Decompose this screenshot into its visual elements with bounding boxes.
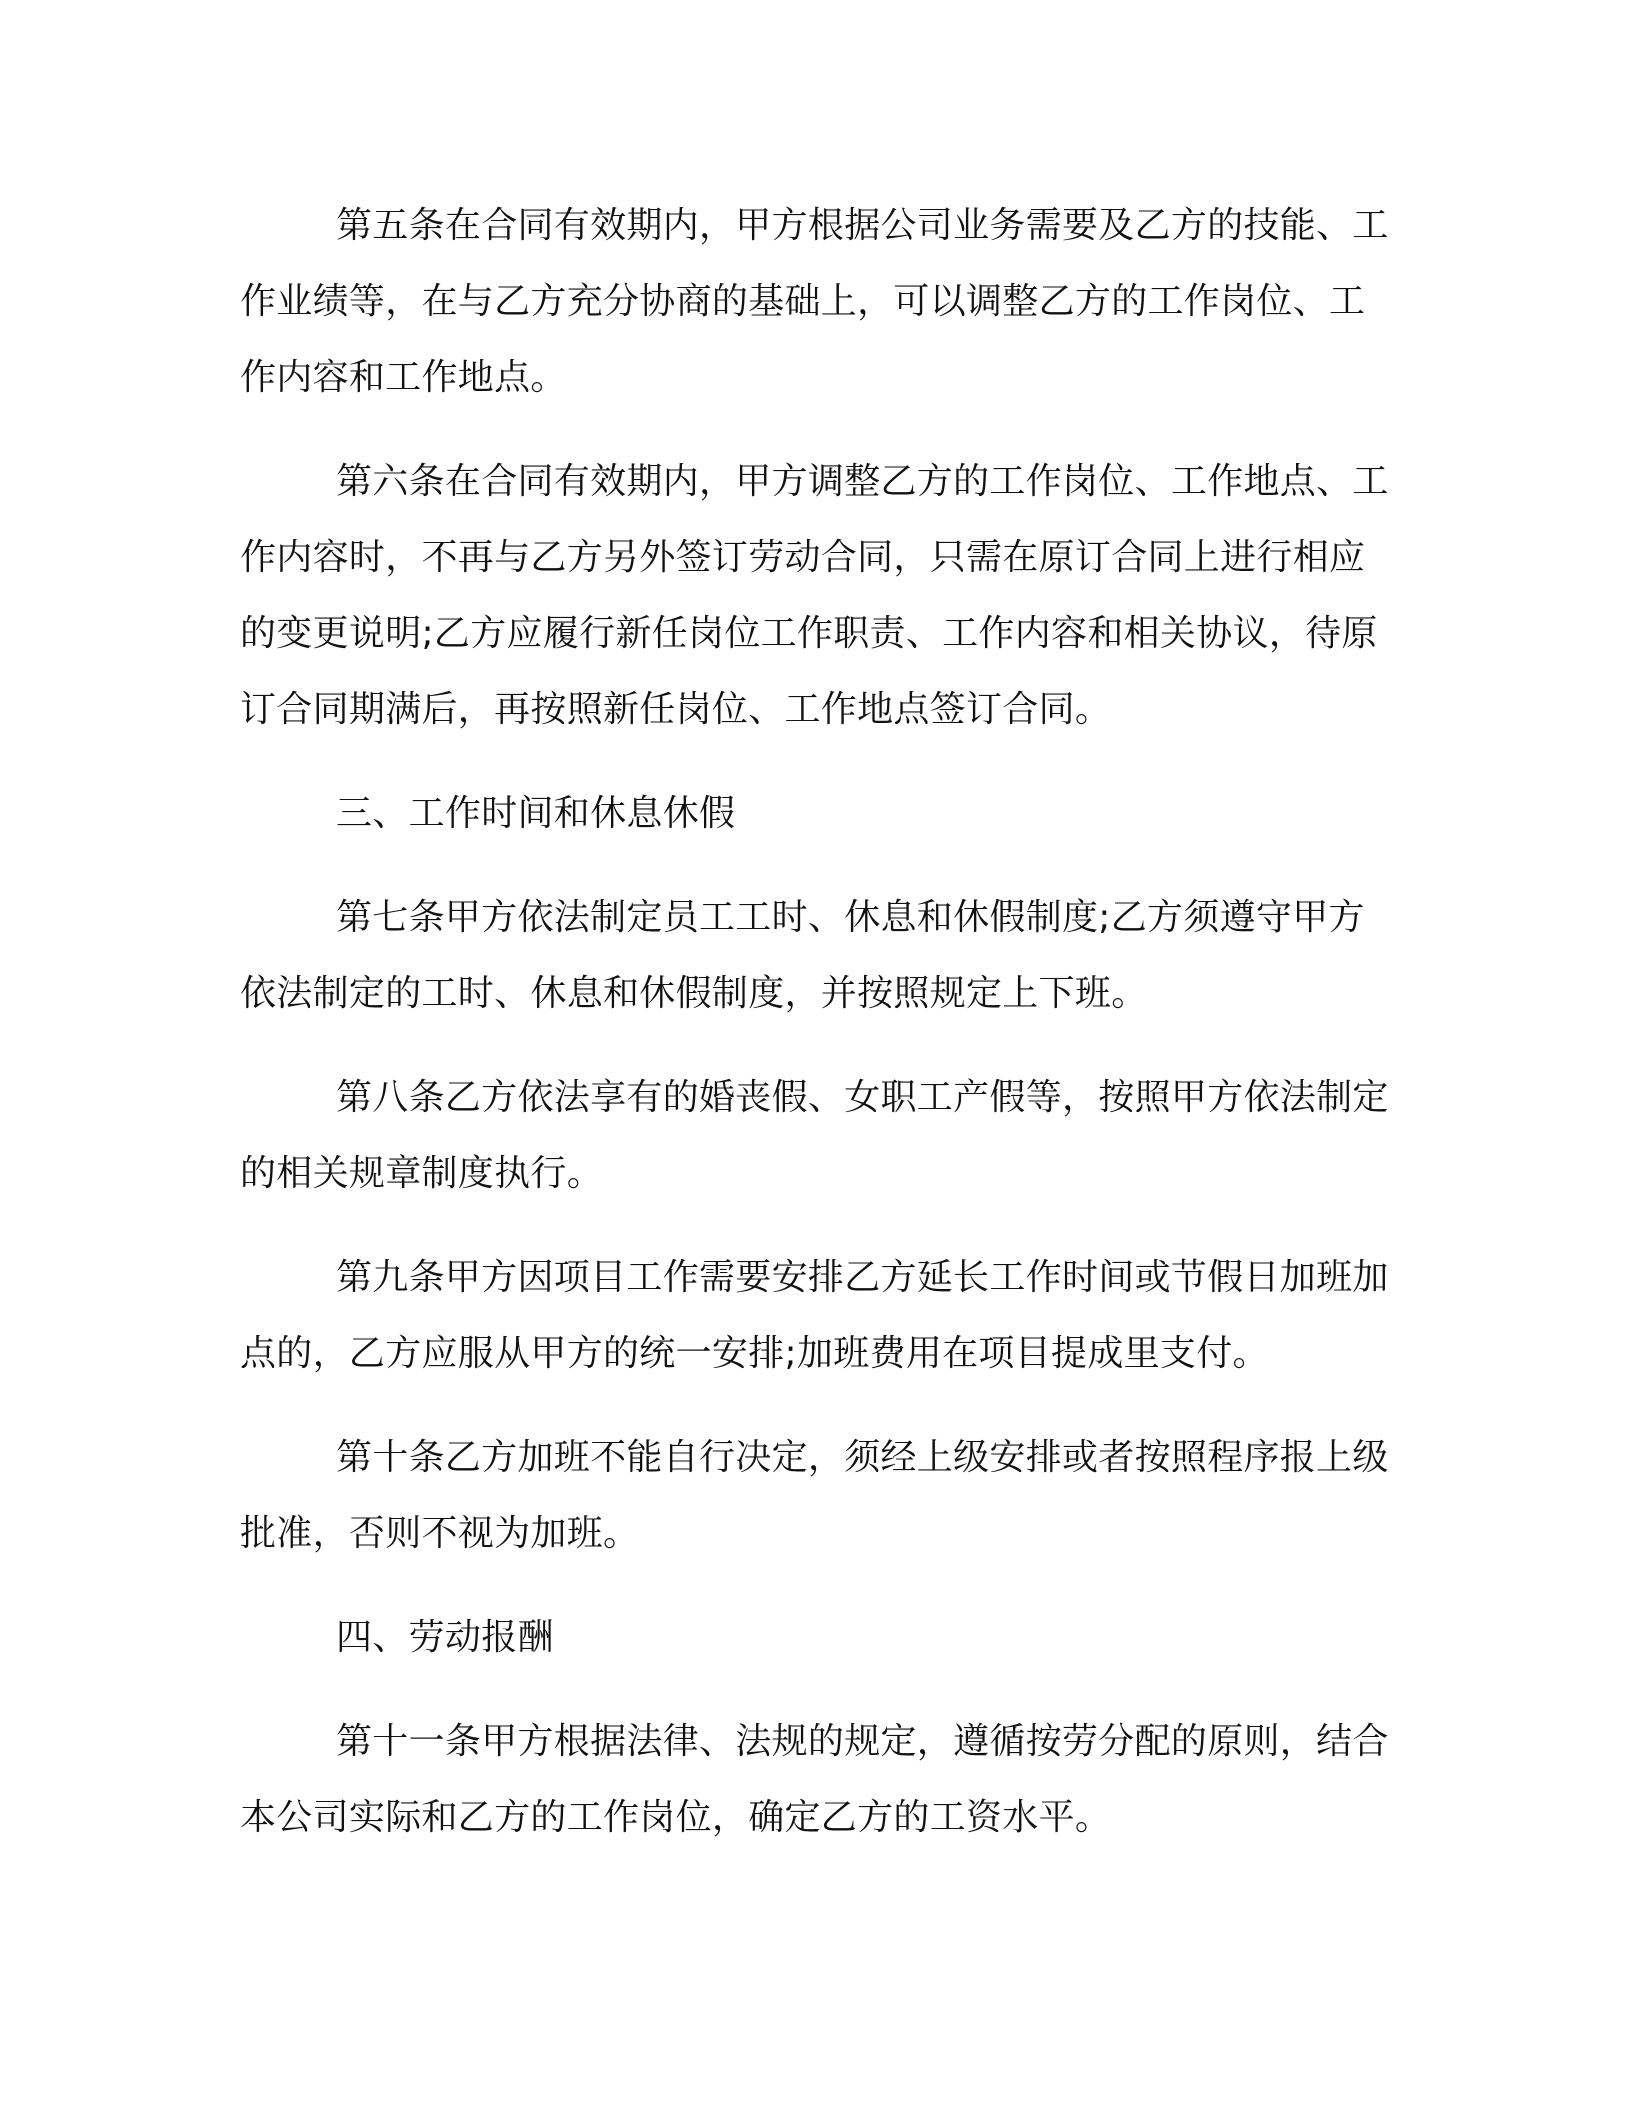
article-11-paragraph: 第十一条甲方根据法律、法规的规定，遵循按劳分配的原则，结合本公司实际和乙方的工作岗位，确定乙方的工资水平。 <box>240 1721 1389 1838</box>
section-3-heading: 三、工作时间和休息休假 <box>336 793 736 834</box>
article-8-paragraph: 第八条乙方依法享有的婚丧假、女职工产假等，按照甲方依法制定的相关规章制度执行。 <box>240 1077 1389 1194</box>
document-body <box>240 188 1390 1884</box>
article-7-paragraph: 第七条甲方依法制定员工工时、休息和休假制度;乙方须遵守甲方依法制定的工时、休息和休假制度，并按照规定上下班。 <box>240 897 1365 1014</box>
article-9-paragraph: 第九条甲方因项目工作需要安排乙方延长工作时间或节假日加班加点的，乙方应服从甲方的统一安排;加班费用在项目提成里支付。 <box>240 1257 1389 1374</box>
section-4-heading: 四、劳动报酬 <box>336 1617 554 1658</box>
article-5-paragraph: 第五条在合同有效期内，甲方根据公司业务需要及乙方的技能、工作业绩等，在与乙方充分协商的基础上，可以调整乙方的工作岗位、工作内容和工作地点。 <box>240 205 1389 398</box>
article-6-paragraph: 第六条在合同有效期内，甲方调整乙方的工作岗位、工作地点、工作内容时，不再与乙方另外签订劳动合同，只需在原订合同上进行相应的变更说明;乙方应履行新任岗位工作职责、工作内容和相关协议，待原订合同期满后，再按照新任岗位、工作地点签订合同。 <box>240 461 1389 730</box>
article-10-paragraph: 第十条乙方加班不能自行决定，须经上级安排或者按照程序报上级批准，否则不视为加班。 <box>240 1437 1389 1554</box>
